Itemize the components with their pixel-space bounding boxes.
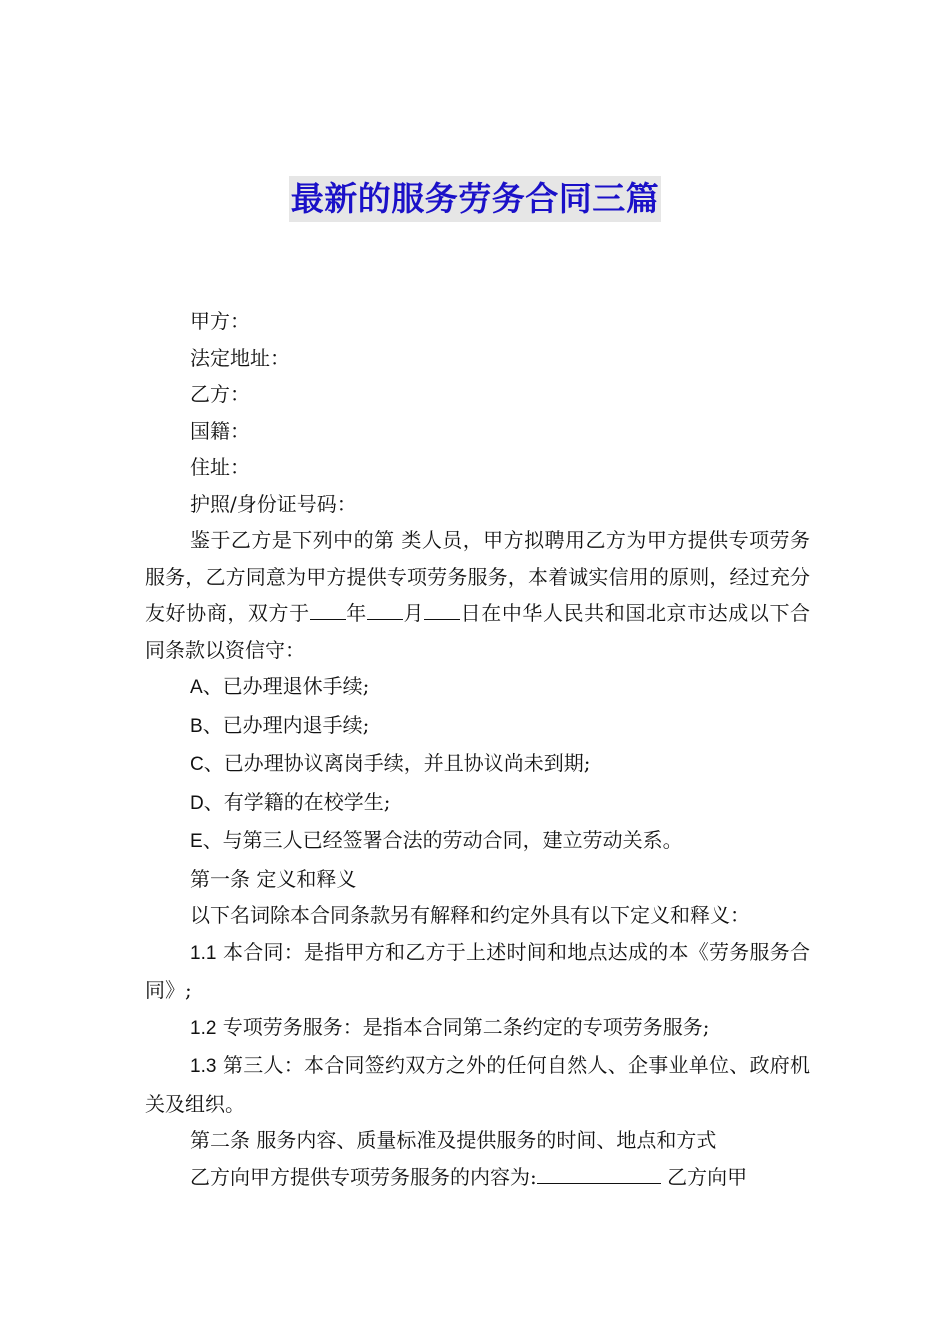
option-text: 、已办理内退手续;	[202, 712, 370, 737]
option-e	[145, 822, 810, 861]
definition-number: 1.1	[190, 942, 217, 964]
option-letter: B	[190, 715, 203, 737]
month-blank	[367, 597, 403, 620]
year-blank	[310, 597, 346, 620]
recital-paragraph	[145, 522, 810, 668]
definition-text: 本合同：是指甲方和乙方于上述时间和地点达成的本《劳务服务合同》;	[145, 939, 810, 1002]
definition-text: 第三人：本合同签约双方之外的任何自然人、企事业单位、政府机关及组织。	[145, 1053, 810, 1116]
article-2-text-2: 乙方向甲	[660, 1164, 748, 1189]
option-b	[145, 707, 810, 746]
article-2-heading: 第二条 服务内容、质量标准及提供服务的时间、地点和方式	[190, 1128, 717, 1152]
definition-1-2	[145, 1009, 810, 1048]
article-1-heading: 第一条 定义和释义	[190, 866, 357, 891]
definition-1-3	[145, 1047, 810, 1122]
article-2-text-1: 乙方向甲方提供专项劳务服务的内容为:	[190, 1164, 537, 1189]
article-1-intro: 以下名词除本合同条款另有解释和约定外具有以下定义和释义：	[190, 903, 750, 927]
option-text: 、有学籍的在校学生;	[203, 789, 391, 814]
id-number-label: 护照/身份证号码：	[190, 491, 357, 516]
option-text: 、已办理退休手续;	[202, 674, 370, 698]
option-text: 、已办理协议离岗手续，并且协议尚未到期;	[203, 751, 591, 775]
option-letter: D	[190, 792, 204, 814]
option-a	[145, 668, 810, 707]
article-2-content-line	[145, 1159, 810, 1196]
nationality-label: 国籍：	[190, 418, 250, 443]
definition-number: 1.3	[190, 1056, 217, 1077]
option-c	[145, 745, 810, 784]
option-letter: C	[190, 754, 204, 775]
party-a-label: 甲方：	[190, 309, 250, 333]
legal-address-label: 法定地址：	[190, 345, 290, 370]
document-body	[145, 303, 810, 1195]
option-letter: E	[190, 831, 203, 852]
option-letter: A	[190, 677, 203, 698]
address-label: 住址：	[190, 455, 250, 479]
recital-text-1: 鉴于乙方是下列中的第 类人员，甲方拟聘用乙方为甲方提供专项劳务服务，乙方同意为甲方提供专项劳务服务，本着诚实信用的原则，经过充分友好协商，双方于	[145, 528, 810, 625]
definition-number: 1.2	[190, 1017, 217, 1039]
document-title: 最新的服务劳务合同三篇	[289, 176, 662, 222]
definition-text: 专项劳务服务：是指本合同第二条约定的专项劳务服务;	[216, 1014, 710, 1039]
option-text: 、与第三人已经签署合法的劳动合同，建立劳动关系。	[202, 828, 683, 852]
service-content-blank	[537, 1161, 661, 1184]
party-b-label: 乙方：	[190, 382, 250, 406]
definition-1-1	[145, 934, 810, 1009]
recital-text-2: 日在中华人民共和国北京市达成以下合同条款以资信守：	[145, 601, 811, 662]
recital-year: 年	[345, 601, 367, 625]
title-container	[0, 176, 950, 222]
recital-month: 月	[402, 601, 425, 625]
day-blank	[424, 597, 460, 620]
option-d	[145, 784, 810, 823]
